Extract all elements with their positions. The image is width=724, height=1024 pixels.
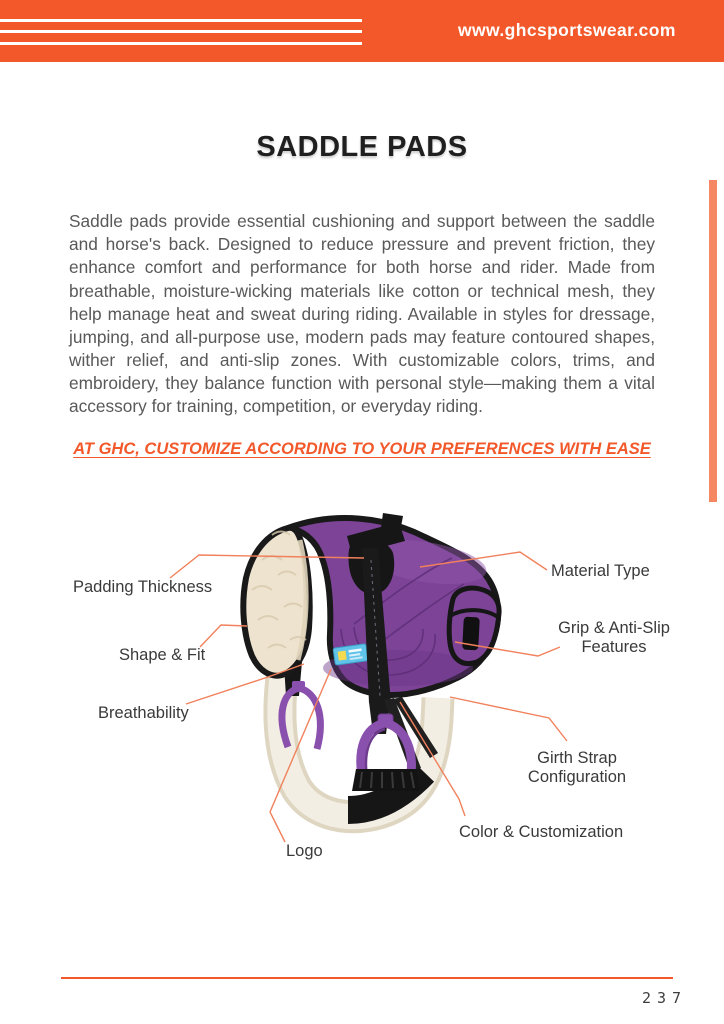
label-logo: Logo [286,842,323,860]
customize-tagline: AT GHC, CUSTOMIZE ACCORDING TO YOUR PREFERENCES WITH EASE [73,440,651,458]
stirrup-tread [360,772,414,788]
leader-logo [270,669,331,842]
label-grip-anti-slip: Grip & Anti-Slip Features [558,619,670,656]
leader-girth-strap [450,697,567,741]
logo-patch [333,644,368,665]
stirrup-leathers [362,548,438,771]
header-decor-line [0,30,362,33]
website-link[interactable]: www.ghcsportswear.com [458,20,676,40]
page-title: SADDLE PADS [256,131,468,163]
label-breathability: Breathability [98,704,189,722]
label-color-customization: Color & Customization [459,823,624,841]
leader-color-customization [400,702,465,816]
stirrup-right [352,714,420,791]
header-decor-line [0,42,362,45]
page-number: 237 [642,989,688,1007]
header-decor-line [0,19,362,22]
header-banner [0,0,724,62]
left-stirrup-strap [283,650,303,696]
footer-rule [61,977,673,979]
fleece-texture [252,532,306,649]
label-padding-thickness: Padding Thickness [73,578,213,596]
label-girth-strap: Girth Strap Configuration [527,749,627,786]
stirrup-left [282,681,320,749]
label-material-type: Material Type [551,562,650,580]
pad-body [288,518,498,695]
leader-grip-anti-slip [455,642,560,656]
leader-material-type [420,552,547,570]
leader-shape-fit [200,625,247,647]
top-straps [347,513,405,594]
leader-breathability [186,664,304,704]
leader-padding-thickness [170,555,364,578]
side-pocket [449,588,499,664]
fleece-lining [243,528,309,676]
girth-strap [280,652,438,817]
leader-lines [170,552,567,842]
label-shape-fit: Shape & Fit [119,646,206,664]
quilting-seams [341,558,464,675]
intro-paragraph: Saddle pads provide essential cushioning and support between the saddle and horse's back. Designed to reduce pressure and prevent friction, they enhance comfort and performance for both horse and rider. Made from breathable, moisture-wicking materials like cotton or technical mesh, they help manage heat and sweat during riding. Available in styles for dressage, jumping, and all-purpose use, modern pads may feature contoured shapes, wither relief, and anti-slip zones. With customizable colors, trims, and embroidery, they balance function with personal style—making them a vital accessory for training, competition, or everyday riding. [69,211,655,417]
